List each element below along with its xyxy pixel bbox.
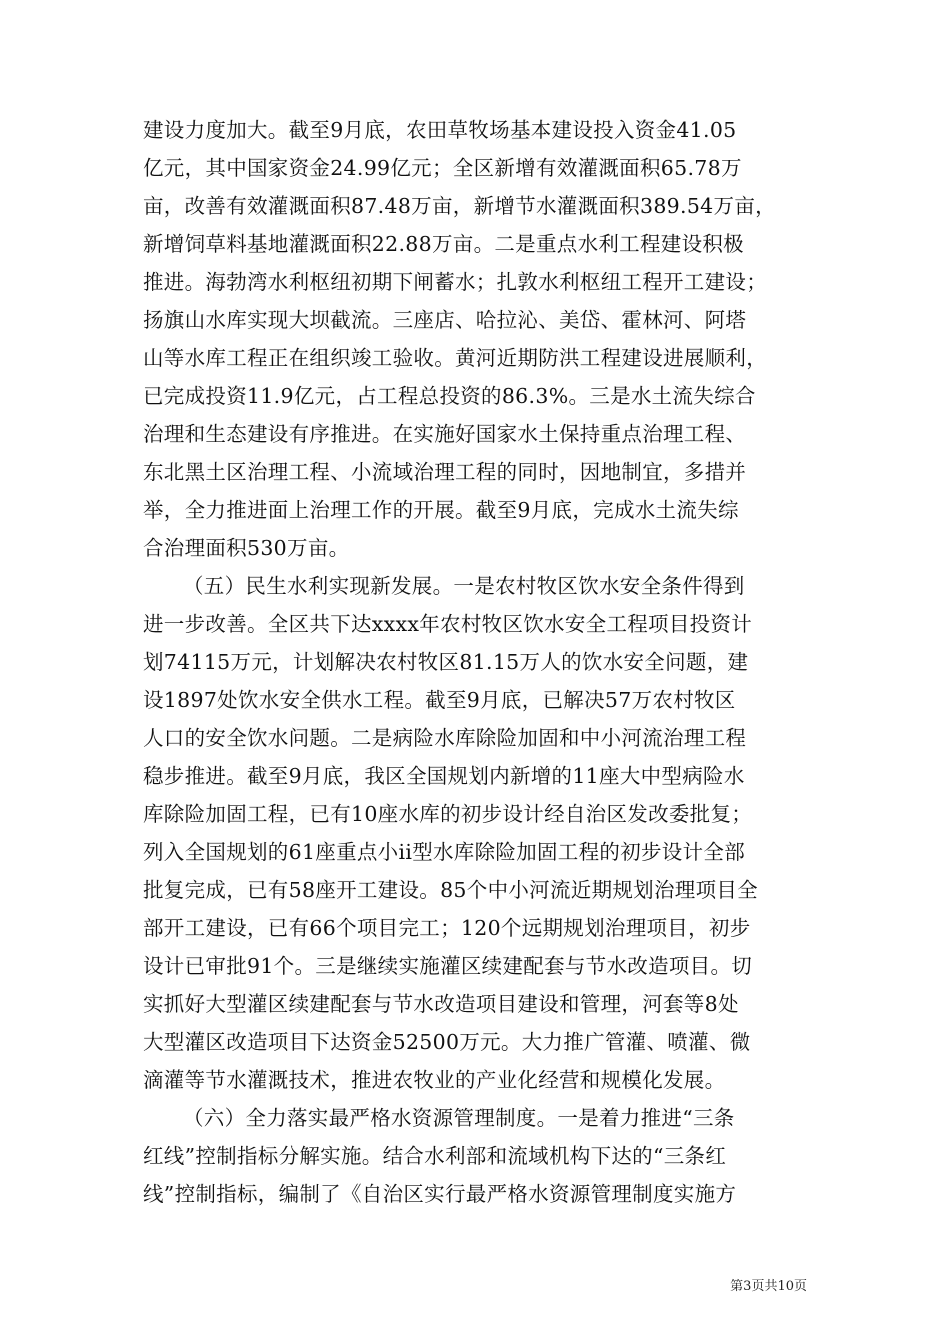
- text-line: 亿元，其中国家资金24.99亿元；全区新增有效灌溉面积65.78万: [143, 156, 742, 180]
- text-line: 批复完成，已有58座开工建设。85个中小河流近期规划治理项目全: [143, 878, 758, 902]
- text-line: 红线”控制指标分解实施。结合水利部和流域机构下达的“三条红: [143, 1144, 727, 1168]
- text-line: 治理和生态建设有序推进。在实施好国家水土保持重点治理工程、: [143, 422, 747, 446]
- text-line: 亩，改善有效灌溉面积87.48万亩，新增节水灌溉面积389.54万亩，: [143, 194, 776, 218]
- text-line: 大型灌区改造项目下达资金52500万元。大力推广管灌、喷灌、微: [143, 1030, 751, 1054]
- text-line: 库除险加固工程，已有10座水库的初步设计经自治区发改委批复；: [143, 802, 753, 826]
- text-line: 进一步改善。全区共下达xxxx年农村牧区饮水安全工程项目投资计: [143, 612, 753, 636]
- text-line: 合治理面积530万亩。: [143, 536, 350, 560]
- paragraph-heading-6: （六）全力落实最严格水资源管理制度。一是着力推进“三条: [183, 1106, 735, 1130]
- text-line: 设1897处饮水安全供水工程。截至9月底，已解决57万农村牧区: [143, 688, 736, 712]
- text-line: 新增饲草料基地灌溉面积22.88万亩。二是重点水利工程建设积极: [143, 232, 744, 256]
- text-line: 扬旗山水库实现大坝截流。三座店、哈拉沁、美岱、霍林河、阿塔: [143, 308, 747, 332]
- text-line: 推进。海勃湾水利枢纽初期下闸蓄水；扎敦水利枢纽工程开工建设；: [143, 270, 767, 294]
- text-line: 举，全力推进面上治理工作的开展。截至9月底，完成水土流失综: [143, 498, 739, 522]
- text-line: 部开工建设，已有66个项目完工；120个远期规划治理项目，初步: [143, 916, 751, 940]
- paragraph-heading-5: （五）民生水利实现新发展。一是农村牧区饮水安全条件得到: [183, 574, 745, 598]
- text-line: 稳步推进。截至9月底，我区全国规划内新增的11座大中型病险水: [143, 764, 745, 788]
- page-number-footer: 第3页共10页: [730, 1279, 807, 1294]
- text-line: 线”控制指标，编制了《自治区实行最严格水资源管理制度实施方: [143, 1182, 737, 1206]
- text-line: 已完成投资11.9亿元，占工程总投资的86.3%。三是水土流失综合: [143, 384, 756, 408]
- text-line: 滴灌等节水灌溉技术，推进农牧业的产业化经营和规模化发展。: [143, 1068, 726, 1092]
- text-line: 人口的安全饮水问题。二是病险水库除险加固和中小河流治理工程: [143, 726, 747, 750]
- text-line: 建设力度加大。截至9月底，农田草牧场基本建设投入资金41.05: [143, 118, 737, 142]
- text-line: 划74115万元，计划解决农村牧区81.15万人的饮水安全问题，建: [143, 650, 749, 674]
- text-line: 列入全国规划的61座重点小ii型水库除险加固工程的初步设计全部: [143, 840, 745, 864]
- text-line: 东北黑土区治理工程、小流域治理工程的同时，因地制宜，多措并: [143, 460, 747, 484]
- text-line: 山等水库工程正在组织竣工验收。黄河近期防洪工程建设进展顺利，: [143, 346, 767, 370]
- text-line: 设计已审批91个。三是继续实施灌区续建配套与节水改造项目。切: [143, 954, 753, 978]
- text-line: 实抓好大型灌区续建配套与节水改造项目建设和管理，河套等8处: [143, 992, 739, 1016]
